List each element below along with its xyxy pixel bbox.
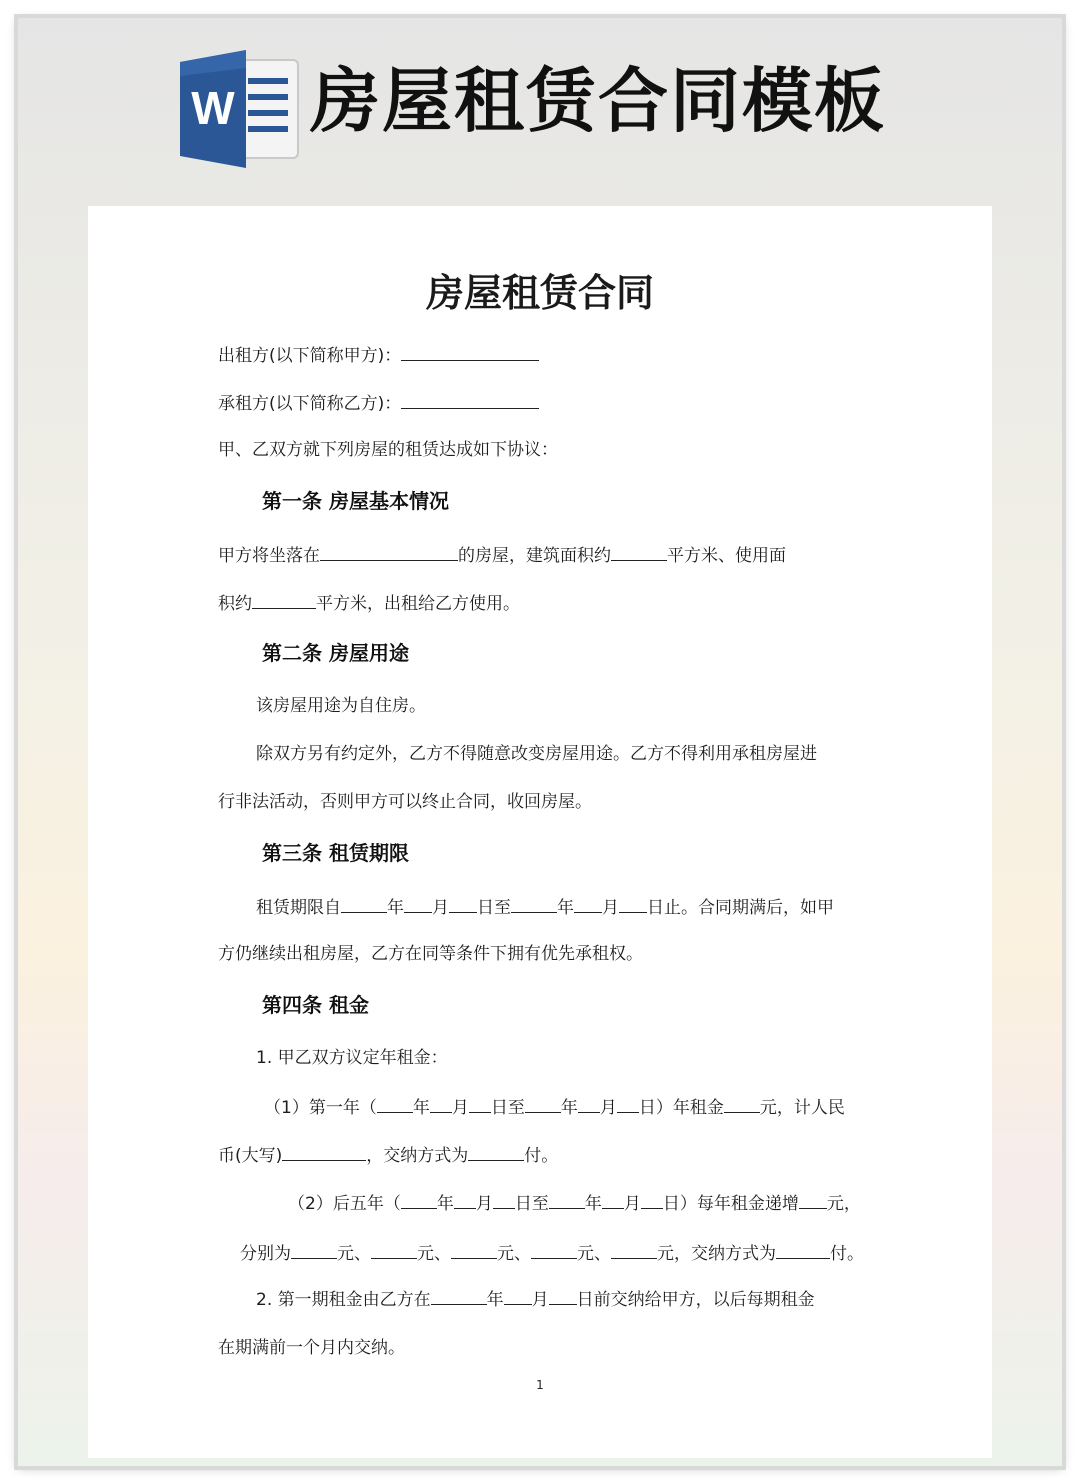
text: 币(大写) bbox=[218, 1146, 283, 1166]
blank bbox=[401, 1192, 437, 1209]
building-area-blank bbox=[611, 544, 667, 561]
blank bbox=[525, 1096, 561, 1113]
article4-item1: 1. 甲乙双方议定年租金： bbox=[256, 1048, 448, 1068]
text: 平方米、使用面 bbox=[667, 546, 786, 566]
text: 租赁期限自 bbox=[256, 898, 341, 918]
text: 年 bbox=[584, 1194, 602, 1214]
increase-blank bbox=[799, 1192, 827, 1209]
text: 日止。合同期满后，如甲 bbox=[647, 898, 834, 918]
text: 日至 bbox=[490, 1098, 525, 1118]
text: 元、 bbox=[417, 1244, 451, 1264]
article3-line2: 方仍继续出租房屋，乙方在同等条件下拥有优先承租权。 bbox=[218, 944, 643, 964]
article3-line1 bbox=[256, 896, 834, 918]
text: ，交纳方式为 bbox=[366, 1146, 469, 1166]
end-day-blank bbox=[619, 896, 647, 913]
end-year-blank bbox=[511, 896, 557, 913]
article2-heading: 第二条 房屋用途 bbox=[262, 641, 409, 665]
rent-in-words-blank bbox=[282, 1144, 366, 1161]
page-number: 1 bbox=[536, 1378, 544, 1392]
lessee-blank bbox=[401, 392, 539, 409]
blank bbox=[469, 1096, 491, 1113]
text: 平方米，出租给乙方使用。 bbox=[316, 594, 520, 614]
text: 元、 bbox=[497, 1244, 531, 1264]
article4-sub2-line1 bbox=[288, 1192, 861, 1214]
blank bbox=[549, 1192, 585, 1209]
text: 付。 bbox=[830, 1244, 864, 1264]
article1-line1 bbox=[218, 544, 786, 566]
blank bbox=[602, 1192, 624, 1209]
text: 日）年租金 bbox=[638, 1098, 724, 1118]
text: 日至 bbox=[477, 898, 511, 918]
blank bbox=[454, 1192, 476, 1209]
text: 的房屋，建筑面积约 bbox=[458, 546, 611, 566]
word-icon bbox=[176, 48, 302, 170]
text: 积约 bbox=[218, 594, 252, 614]
first-pay-year-blank bbox=[431, 1288, 487, 1305]
usable-area-blank bbox=[252, 592, 316, 609]
text: 付。 bbox=[524, 1146, 559, 1166]
article3-heading: 第三条 租赁期限 bbox=[262, 841, 409, 865]
blank bbox=[377, 1096, 413, 1113]
blank bbox=[531, 1242, 577, 1259]
blank bbox=[578, 1096, 600, 1113]
text: 月 bbox=[451, 1098, 469, 1118]
location-blank bbox=[320, 544, 458, 561]
text: 甲方将坐落在 bbox=[218, 546, 320, 566]
svg-text:W: W bbox=[191, 82, 235, 134]
text: 元、 bbox=[337, 1244, 371, 1264]
blank bbox=[611, 1242, 657, 1259]
text: 月 bbox=[531, 1290, 549, 1310]
text: 年 bbox=[560, 1098, 578, 1118]
article2-line2: 除双方另有约定外，乙方不得随意改变房屋用途。乙方不得利用承租房屋进 bbox=[256, 744, 817, 764]
lessor-blank bbox=[401, 344, 539, 361]
lessor-label: 出租方(以下简称甲方)： bbox=[218, 346, 402, 366]
text: 月 bbox=[432, 898, 449, 918]
start-year-blank bbox=[341, 896, 387, 913]
text: 年 bbox=[436, 1194, 454, 1214]
text: 月 bbox=[475, 1194, 493, 1214]
text: 日）每年租金递增 bbox=[662, 1194, 799, 1214]
lessee-line bbox=[218, 392, 539, 414]
blank bbox=[371, 1242, 417, 1259]
blank bbox=[641, 1192, 663, 1209]
text: 月 bbox=[602, 898, 619, 918]
article2-line3: 行非法活动，否则甲方可以终止合同，收回房屋。 bbox=[218, 792, 592, 812]
text: 年 bbox=[557, 898, 574, 918]
article1-line2 bbox=[218, 592, 520, 614]
article4-sub1-line1 bbox=[264, 1096, 845, 1118]
article4-sub1-line2 bbox=[218, 1144, 558, 1166]
text: 元，计人民 bbox=[759, 1098, 845, 1118]
first-pay-day-blank bbox=[549, 1288, 577, 1305]
document-title: 房屋租赁合同 bbox=[425, 271, 654, 315]
blank bbox=[430, 1096, 452, 1113]
start-day-blank bbox=[449, 896, 477, 913]
banner-title: 房屋租赁合同模板 bbox=[310, 60, 886, 142]
payment-method-blank bbox=[468, 1144, 524, 1161]
text: 元、 bbox=[577, 1244, 611, 1264]
intro-line: 甲、乙双方就下列房屋的租赁达成如下协议： bbox=[218, 440, 558, 460]
text: 元， bbox=[826, 1194, 861, 1214]
first-pay-month-blank bbox=[504, 1288, 532, 1305]
end-month-blank bbox=[574, 896, 602, 913]
text: 日前交纳给甲方，以后每期租金 bbox=[576, 1290, 815, 1310]
text: 月 bbox=[623, 1194, 641, 1214]
text: 元，交纳方式为 bbox=[657, 1244, 776, 1264]
blank bbox=[493, 1192, 515, 1209]
start-month-blank bbox=[404, 896, 432, 913]
text: 2. 第一期租金由乙方在 bbox=[256, 1290, 431, 1310]
article4-sub2-line2 bbox=[240, 1242, 864, 1264]
text: （1）第一年（ bbox=[264, 1098, 377, 1118]
poster-frame bbox=[18, 18, 1062, 1466]
text: 月 bbox=[599, 1098, 617, 1118]
text: 年 bbox=[486, 1290, 504, 1310]
blank bbox=[617, 1096, 639, 1113]
article2-line1: 该房屋用途为自住房。 bbox=[256, 696, 426, 716]
payment-method-blank bbox=[776, 1242, 830, 1259]
blank bbox=[291, 1242, 337, 1259]
blank bbox=[451, 1242, 497, 1259]
text: 年 bbox=[387, 898, 404, 918]
article4-item2-line2: 在期满前一个月内交纳。 bbox=[218, 1338, 405, 1358]
text: （2）后五年（ bbox=[288, 1194, 401, 1214]
text: 分别为 bbox=[240, 1244, 291, 1264]
article1-heading: 第一条 房屋基本情况 bbox=[262, 489, 449, 513]
article4-heading: 第四条 租金 bbox=[262, 993, 369, 1017]
article4-item2-line1 bbox=[256, 1288, 815, 1310]
document-page bbox=[88, 206, 992, 1458]
lessor-line bbox=[218, 344, 539, 366]
text: 日至 bbox=[514, 1194, 549, 1214]
rent-amount-blank bbox=[724, 1096, 760, 1113]
banner bbox=[18, 18, 1062, 208]
text: 年 bbox=[412, 1098, 430, 1118]
lessee-label: 承租方(以下简称乙方)： bbox=[218, 394, 402, 414]
